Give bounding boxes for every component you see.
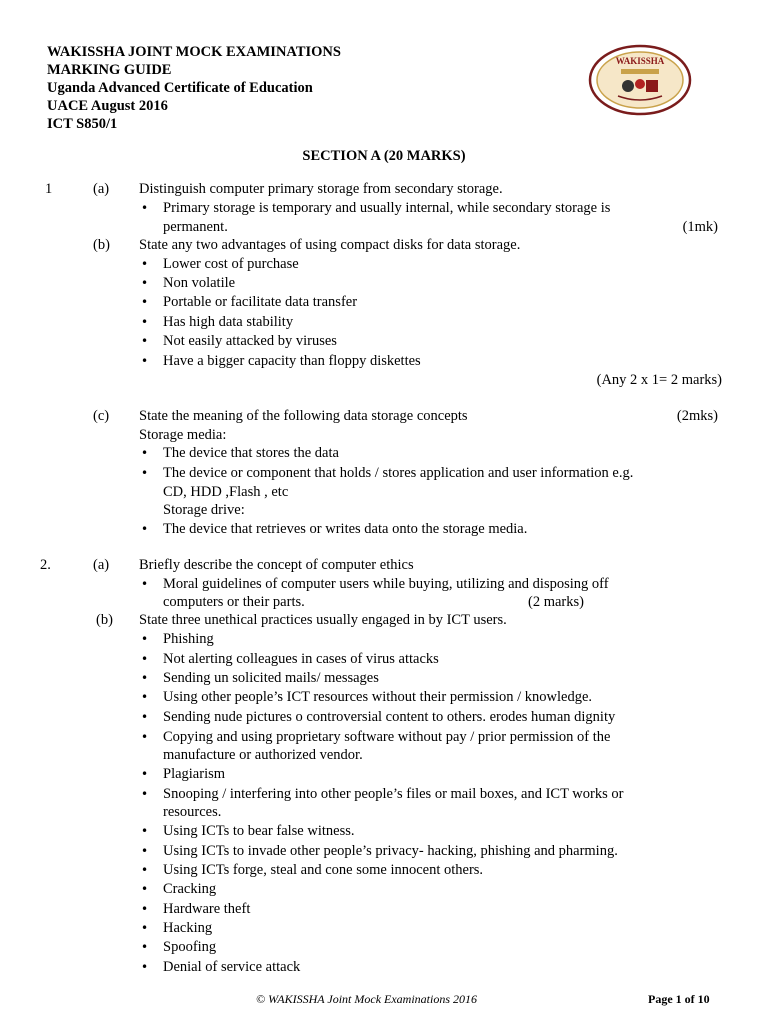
marks-label: (2mks) [676, 408, 718, 424]
answer-item: • Snooping / interfering into other people’s files or mail boxes, and ICT works or [163, 785, 623, 804]
answer-item: • The device that retrieves or writes data onto the storage media. [163, 520, 527, 539]
answer-item: • Phishing [163, 630, 214, 649]
marks-label: (2 marks) [528, 594, 584, 610]
answer-item: • Portable or facilitate data transfer [163, 293, 357, 312]
question-text: State the meaning of the following data storage concepts [139, 408, 468, 424]
answer-continuation: computers or their parts. [163, 594, 305, 610]
exam-title: WAKISSHA JOINT MOCK EXAMINATIONS [47, 44, 341, 60]
paper-code: ICT S850/1 [47, 116, 118, 132]
question-text: Briefly describe the concept of computer ethics [139, 557, 414, 573]
answer-item: • Primary storage is temporary and usually internal, while secondary storage is [163, 199, 610, 218]
answer-item: • Cracking [163, 880, 216, 899]
guide-title: MARKING GUIDE [47, 62, 172, 78]
answer-continuation: CD, HDD ,Flash , etc [163, 484, 289, 500]
answer-item: • Not alerting colleagues in cases of virus attacks [163, 650, 439, 669]
question-text: Distinguish computer primary storage from secondary storage. [139, 181, 503, 197]
document-header [47, 43, 341, 133]
answer-item: • Have a bigger capacity than floppy diskettes [163, 352, 421, 371]
part-label: (b) [93, 237, 110, 253]
page-of: of [684, 992, 695, 1006]
answer-continuation: permanent. [163, 219, 228, 235]
answer-item: • Using ICTs forge, steal and cone some innocent others. [163, 861, 483, 880]
answer-continuation: manufacture or authorized vendor. [163, 747, 363, 763]
part-label: (c) [93, 408, 110, 424]
answer-item: • Lower cost of purchase [163, 255, 299, 274]
part-label: (b) [96, 612, 113, 628]
exam-session: UACE August 2016 [47, 98, 168, 114]
answer-item: • Denial of service attack [163, 958, 300, 977]
page-number [648, 992, 710, 1007]
answer-item: • Not easily attacked by viruses [163, 332, 337, 351]
part-label: (a) [93, 557, 110, 573]
marks-label: (1mk) [682, 219, 718, 235]
page-prefix: Page [648, 992, 673, 1006]
page-current: 1 [675, 992, 682, 1006]
answer-item: • Has high data stability [163, 313, 293, 332]
answer-item: • Using other people’s ICT resources without their permission / knowledge. [163, 688, 592, 707]
certificate-title: Uganda Advanced Certificate of Education [47, 80, 313, 96]
question-text: State three unethical practices usually engaged in by ICT users. [139, 612, 507, 628]
answer-item: • Using ICTs to invade other people’s privacy- hacking, phishing and pharming. [163, 842, 618, 861]
answer-item: • Hardware theft [163, 900, 250, 919]
wakissha-logo-icon [588, 44, 692, 116]
concept-heading: Storage drive: [163, 502, 245, 518]
question-number: 2. [40, 557, 51, 573]
footer-copyright: © WAKISSHA Joint Mock Examinations 2016 [256, 992, 478, 1006]
marks-label: (Any 2 x 1= 2 marks) [596, 372, 722, 388]
question-number: 1 [45, 181, 53, 197]
answer-item: • The device that stores the data [163, 444, 339, 463]
answer-item: • Using ICTs to bear false witness. [163, 822, 354, 841]
part-label: (a) [93, 181, 110, 197]
answer-item: • Plagiarism [163, 765, 225, 784]
page-total: 10 [697, 992, 710, 1006]
svg-text:WAKISSHA: WAKISSHA [615, 56, 665, 66]
concept-heading: Storage media: [139, 427, 227, 443]
answer-item: • Hacking [163, 919, 212, 938]
answer-continuation: resources. [163, 804, 222, 820]
section-title: SECTION A (20 MARKS) [302, 148, 466, 164]
answer-item: • Moral guidelines of computer users while buying, utilizing and disposing off [163, 575, 609, 594]
answer-item: • Sending un solicited mails/ messages [163, 669, 379, 688]
question-text: State any two advantages of using compact disks for data storage. [139, 237, 521, 253]
answer-item: • Non volatile [163, 274, 235, 293]
answer-item: • Copying and using proprietary software without pay / prior permission of the [163, 728, 610, 747]
answer-item: • Sending nude pictures o controversial content to others. erodes human dignity [163, 708, 615, 727]
answer-item: • Spoofing [163, 938, 216, 957]
answer-item: • The device or component that holds / stores application and user information e.g. [163, 464, 633, 483]
